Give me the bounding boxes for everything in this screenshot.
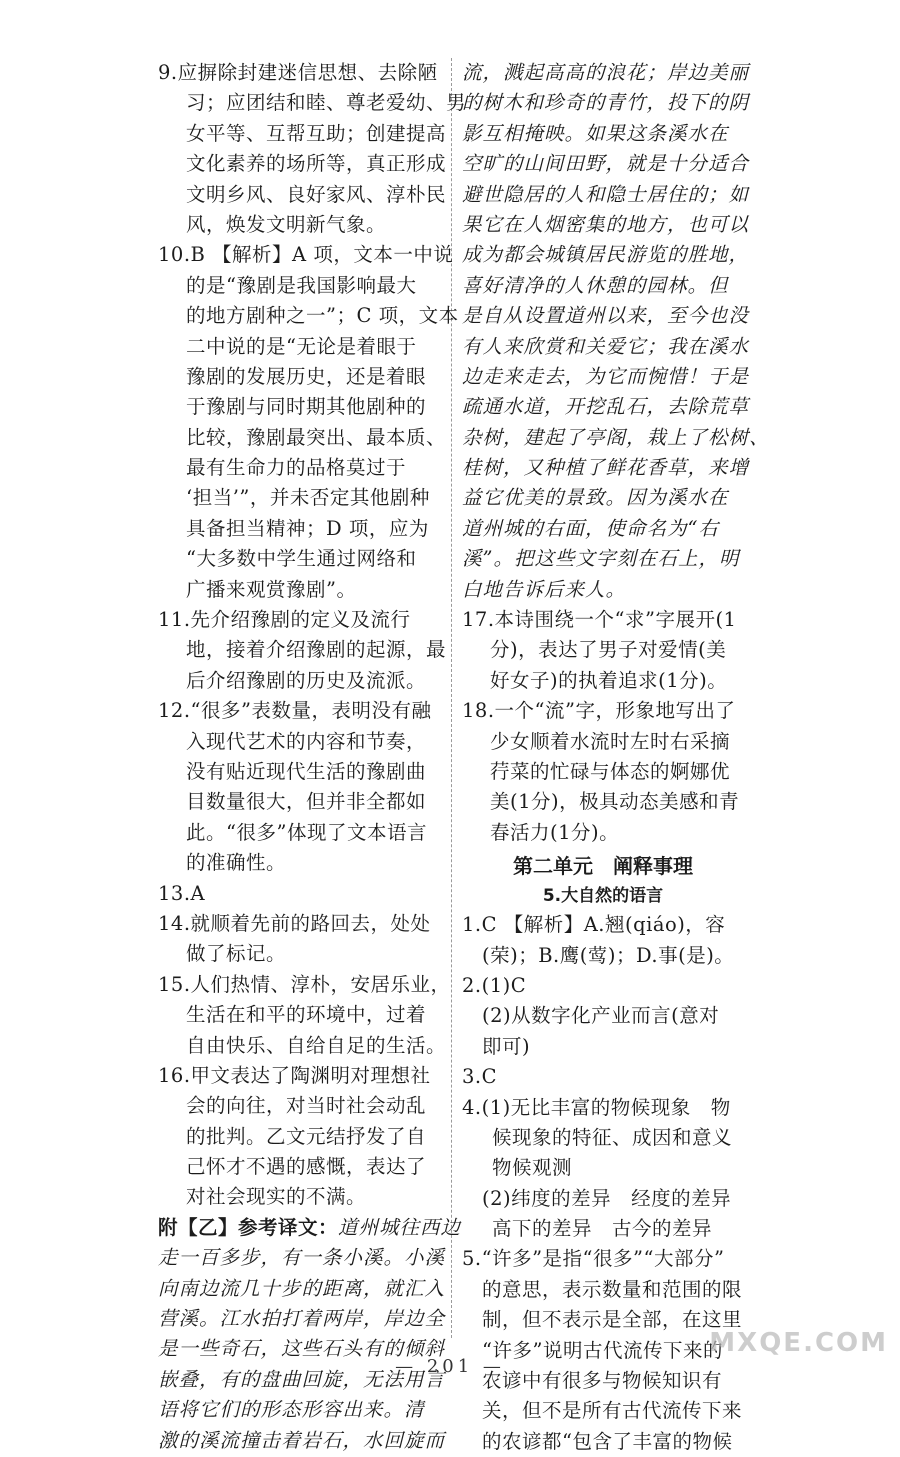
answer-line: 豫剧的发展历史，还是着眼 xyxy=(186,364,427,388)
translation-line: 疏通水道，开挖乱石，去除荒草 xyxy=(462,395,750,419)
answer-line: 后介绍豫剧的历史及流派。 xyxy=(186,668,427,692)
answer-line: ‘担当’”，并未否定其他剧种 xyxy=(186,486,430,510)
answer-line: 的准确性。 xyxy=(186,851,287,875)
answer-line: 广播来观赏豫剧”。 xyxy=(186,577,357,601)
answer-line: 9.应摒除封建迷信思想、去除陋 xyxy=(158,61,438,84)
answer-line: 最有生命力的品格莫过于 xyxy=(186,456,407,480)
answer-line: 的是“豫剧是我国影响最大 xyxy=(186,273,417,297)
watermark-logo xyxy=(709,1294,896,1372)
translation-line: 语将它们的形态形容出来。清 xyxy=(158,1398,425,1422)
answer-line: 此。“很多”体现了文本语言 xyxy=(186,820,427,844)
answer-line: 农谚中有很多与物候知识有 xyxy=(482,1369,723,1393)
answer-line: 美(1分)，极具动态美感和青 xyxy=(490,790,740,814)
translation-first-line xyxy=(158,1213,462,1243)
answer-line: 17.本诗围绕一个“求”字展开(1 xyxy=(462,608,737,632)
translation-line: 流，溅起高高的浪花；岸边美丽 xyxy=(462,61,750,84)
answer-line: 18.一个“流”字，形象地写出了 xyxy=(462,699,736,723)
answer-line: 文化素养的场所等，真正形成 xyxy=(186,152,447,176)
answer-line: 即可) xyxy=(482,1034,531,1058)
translation-label: 附【乙】参考译文： xyxy=(158,1215,339,1239)
answer-line: 做了标记。 xyxy=(186,942,287,966)
translation-line: 的树木和珍奇的青竹，投下的阴 xyxy=(462,91,750,115)
answer-line: 风，焕发文明新气象。 xyxy=(186,212,387,236)
answer-line: 的意思，表示数量和范围的限 xyxy=(482,1277,743,1301)
translation-line: 边走来走去，为它而惋惜！于是 xyxy=(462,364,750,388)
answer-line: 的农谚都“包含了丰富的物候 xyxy=(482,1429,733,1453)
answer-line: 习；应团结和睦、尊老爱幼、男 xyxy=(186,91,467,115)
translation-line: 激的溪流撞击着岩石，水回旋而 xyxy=(158,1428,446,1452)
watermark-text: MXQE.COM xyxy=(709,1328,888,1358)
answer-line: 目数量很大，但并非全都如 xyxy=(186,790,427,814)
translation-line: 果它在人烟密集的地方，也可以 xyxy=(462,212,750,236)
answer-line: 分)，表达了男子对爱情(美 xyxy=(490,638,727,662)
answer-line: 女平等、互帮互助；创建提高 xyxy=(186,121,447,145)
answer-line: 高下的差异 古今的差异 xyxy=(492,1217,713,1241)
translation-line: 走一百多步，有一条小溪。小溪 xyxy=(158,1246,446,1270)
translation-line: 成为都会城镇居民游览的胜地， xyxy=(462,243,750,267)
answer-line: 16.甲文表达了陶渊明对理想社 xyxy=(158,1063,431,1087)
answer-line: “许多”说明古代流传下来的 xyxy=(482,1338,723,1362)
answer-line: 2.(1)C xyxy=(462,973,527,997)
answer-line: 生活在和平的环境中，过着 xyxy=(186,1003,427,1027)
answer-line: 3.C xyxy=(462,1065,498,1089)
answer-line: 自由快乐、自给自足的生活。 xyxy=(186,1033,447,1057)
translation-line: 益它优美的景致。因为溪水在 xyxy=(462,486,729,510)
answer-line: 二中说的是“无论是着眼于 xyxy=(186,334,417,358)
translation-line: 道州城的右面，使命名为“右 xyxy=(462,516,719,540)
answer-line: 对社会现实的不满。 xyxy=(186,1185,367,1209)
answer-line: 4.(1)无比丰富的物候现象 物 xyxy=(462,1095,731,1119)
answer-line: (荣)；B.鹰(莺)；D.事(是)。 xyxy=(482,943,735,967)
translation-line: 营溪。江水拍打着两岸，岸边全 xyxy=(158,1307,446,1331)
answer-line: (2)纬度的差异 经度的差异 xyxy=(482,1186,732,1210)
lesson-heading: 5.大自然的语言 xyxy=(542,886,664,907)
translation-line: 白地告诉后来人。 xyxy=(462,577,627,601)
translation-line: 避世隐居的人和隐士居住的；如 xyxy=(462,182,750,206)
translation-line: 桂树，又种植了鲜花香草，来增 xyxy=(462,456,750,480)
answer-line: 15.人们热情、淳朴，安居乐业， xyxy=(158,972,451,996)
answer-line: 于豫剧与同时期其他剧种的 xyxy=(186,395,427,419)
answer-line: 荇菜的忙碌与体态的婀娜优 xyxy=(490,759,731,783)
answer-line: 14.就顺着先前的路回去，处处 xyxy=(158,911,431,935)
answer-line: 11.先介绍豫剧的定义及流行 xyxy=(158,608,411,632)
answer-line: 好女子)的执着追求(1分)。 xyxy=(490,668,728,692)
translation-line: 是自从设置道州以来，至今也没 xyxy=(462,304,750,328)
right-column xyxy=(462,58,770,1457)
answer-line: 没有贴近现代生活的豫剧曲 xyxy=(186,759,427,783)
answer-line: 制，但不表示是全部，在这里 xyxy=(482,1308,743,1332)
answer-line: 具备担当精神；D 项，应为 xyxy=(186,516,429,540)
answer-line: (2)从数字化产业而言(意对 xyxy=(482,1004,720,1028)
answer-line: 地，接着介绍豫剧的起源，最 xyxy=(186,638,447,662)
answer-line: 5.“许多”是指“很多”“大部分” xyxy=(462,1247,725,1271)
translation-line: 有人来欣赏和关爱它；我在溪水 xyxy=(462,334,750,358)
answer-line: 己怀才不遇的感慨，表达了 xyxy=(186,1155,427,1179)
answer-line: 10.B 【解析】A 项，文本一中说 xyxy=(158,243,454,267)
answer-line: 的地方剧种之一”；C 项，文本 xyxy=(186,304,459,328)
translation-line: 空旷的山间田野，就是十分适合 xyxy=(462,152,750,176)
answer-line: 13.A xyxy=(158,881,206,905)
translation-line: 嵌叠，有的盘曲回旋，无法用言 xyxy=(158,1367,446,1391)
answer-line: 1.C 【解析】A.翘(qiáo)，容 xyxy=(462,913,726,937)
unit-heading: 第二单元 阐释事理 xyxy=(513,854,693,879)
answer-line: 12.“很多”表数量，表明没有融 xyxy=(158,699,432,723)
translation-line: 喜好清净的人休憩的园林。但 xyxy=(462,273,729,297)
answer-line: 少女顺着水流时左时右采摘 xyxy=(490,729,731,753)
translation-line: 溪”。把这些文字刻在石上，明 xyxy=(462,547,740,571)
answer-line: 比较，豫剧最突出、最本质、 xyxy=(186,425,447,449)
translation-line: 是一些奇石，这些石头有的倾斜 xyxy=(158,1337,446,1361)
translation-text: 道州城往西边 xyxy=(338,1215,462,1239)
answer-line: 关，但不是所有古代流传下来 xyxy=(482,1399,743,1423)
translation-line: 影互相掩映。如果这条溪水在 xyxy=(462,121,729,145)
translation-line: 向南边流几十步的距离，就汇入 xyxy=(158,1276,446,1300)
answer-line: 入现代艺术的内容和节奏， xyxy=(186,729,427,753)
answer-line: 候现象的特征、成因和意义 xyxy=(492,1125,733,1149)
page-number: — 201 — xyxy=(395,1356,505,1377)
answer-line: “大多数中学生通过网络和 xyxy=(186,547,417,571)
answer-line: 春活力(1分)。 xyxy=(490,820,620,844)
answer-line: 会的向往，对当时社会动乱 xyxy=(186,1094,427,1118)
answer-line: 的批判。乙文元结抒发了自 xyxy=(186,1124,427,1148)
translation-line: 杂树，建起了亭阁，栽上了松树、 xyxy=(462,425,770,449)
answer-line: 文明乡风、良好家风、淳朴民 xyxy=(186,182,447,206)
answer-line: 物候观测 xyxy=(492,1156,573,1180)
